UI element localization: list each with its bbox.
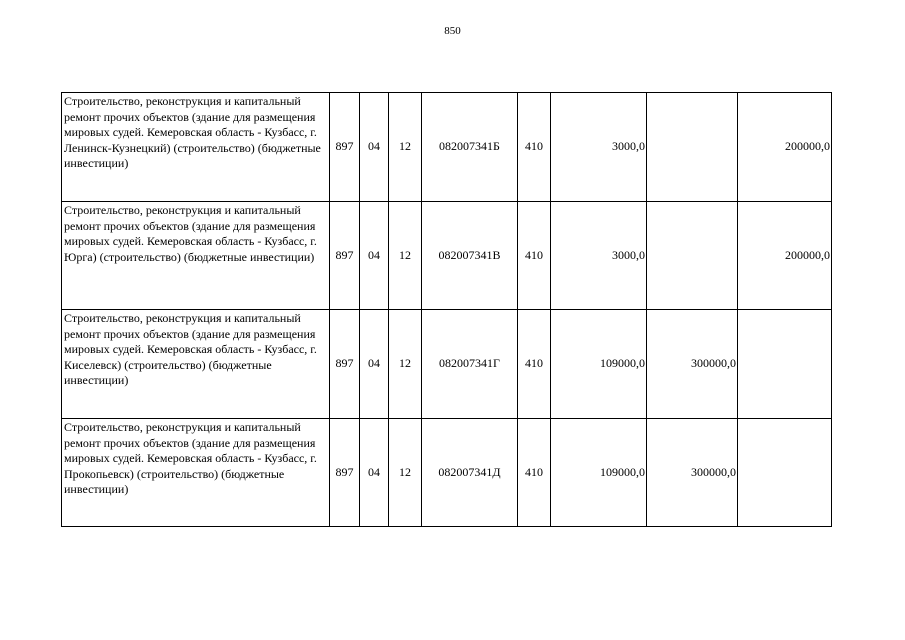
- expense-type-code: 410: [518, 93, 551, 202]
- table-row: [62, 202, 832, 310]
- subsection-code: 12: [389, 419, 422, 527]
- subsection-code: 12: [389, 93, 422, 202]
- section-code: 04: [360, 419, 389, 527]
- table-row: [62, 93, 832, 202]
- ministry-code: 897: [330, 93, 360, 202]
- amount-3: 200000,0: [738, 93, 832, 202]
- amount-3: [738, 419, 832, 527]
- amount-3: 200000,0: [738, 202, 832, 310]
- amount-2: [647, 93, 738, 202]
- amount-2: 300000,0: [647, 310, 738, 419]
- ministry-code: 897: [330, 202, 360, 310]
- expense-type-code: 410: [518, 310, 551, 419]
- amount-1: 3000,0: [551, 93, 647, 202]
- amount-3: [738, 310, 832, 419]
- subsection-code: 12: [389, 202, 422, 310]
- target-article-code: 082007341Б: [422, 93, 518, 202]
- section-code: 04: [360, 310, 389, 419]
- ministry-code: 897: [330, 310, 360, 419]
- amount-2: 300000,0: [647, 419, 738, 527]
- amount-1: 3000,0: [551, 202, 647, 310]
- table-row: [62, 310, 832, 419]
- table-row: [62, 419, 832, 527]
- expense-type-code: 410: [518, 202, 551, 310]
- target-article-code: 082007341Д: [422, 419, 518, 527]
- row-description: Строительство, реконструкция и капитальный ремонт прочих объектов (здание для размещения мировых судей. Кемеровская область - Кузбасс, г. Киселевск) (строительство) (бюджетные инвестиции): [62, 310, 330, 419]
- amount-2: [647, 202, 738, 310]
- row-description: Строительство, реконструкция и капитальный ремонт прочих объектов (здание для размещения мировых судей. Кемеровская область - Кузбасс, г. Юрга) (строительство) (бюджетные инвестиции): [62, 202, 330, 310]
- row-description: Строительство, реконструкция и капитальный ремонт прочих объектов (здание для размещения мировых судей. Кемеровская область - Кузбасс, г. Ленинск-Кузнецкий) (строительство) (бюджетные инвестиции): [62, 93, 330, 202]
- row-description: Строительство, реконструкция и капитальный ремонт прочих объектов (здание для размещения мировых судей. Кемеровская область - Кузбасс, г. Прокопьевск) (строительство) (бюджетные инвестиции): [62, 419, 330, 527]
- amount-1: 109000,0: [551, 419, 647, 527]
- expense-type-code: 410: [518, 419, 551, 527]
- section-code: 04: [360, 202, 389, 310]
- amount-1: 109000,0: [551, 310, 647, 419]
- subsection-code: 12: [389, 310, 422, 419]
- ministry-code: 897: [330, 419, 360, 527]
- page-number: 850: [444, 25, 461, 37]
- target-article-code: 082007341Г: [422, 310, 518, 419]
- target-article-code: 082007341В: [422, 202, 518, 310]
- section-code: 04: [360, 93, 389, 202]
- budget-table: [61, 92, 832, 527]
